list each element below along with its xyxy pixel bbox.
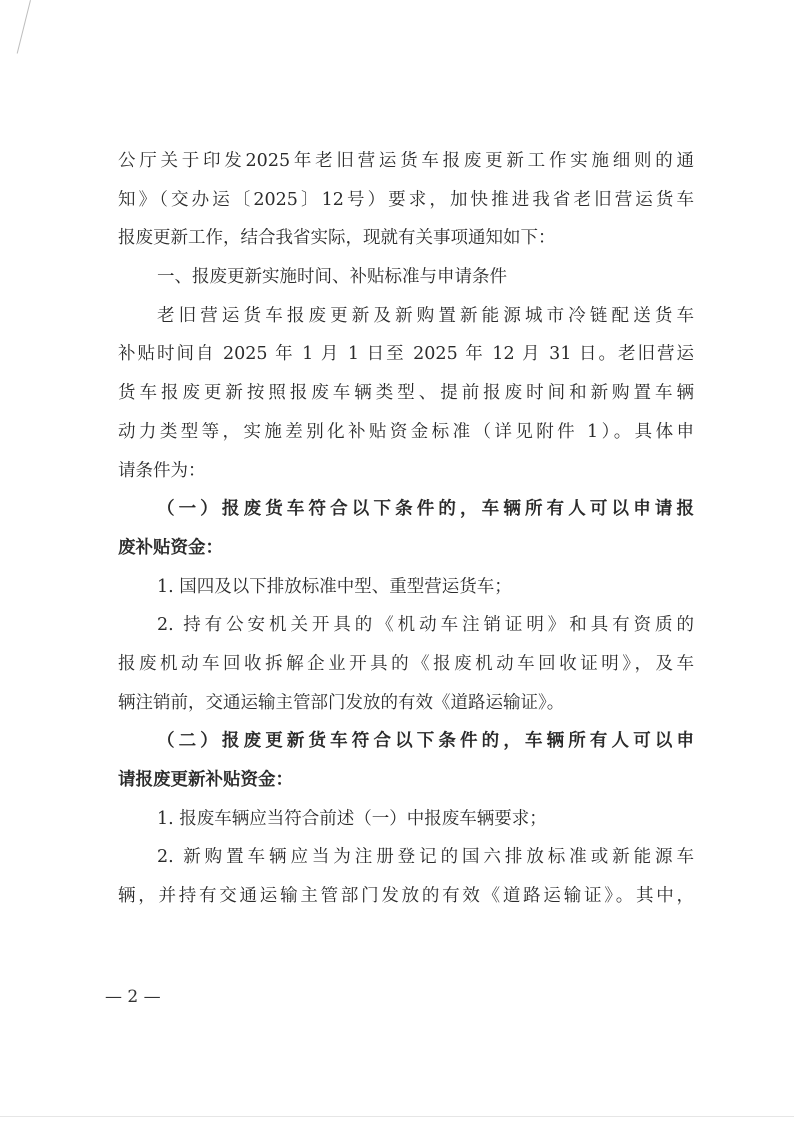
document-body — [118, 142, 694, 916]
page-number: — 2 — — [105, 987, 161, 1007]
list-item-2-1: 1. 报废车辆应当符合前述（一）中报废车辆要求； — [157, 808, 547, 829]
body-line-8: 动力类型等，实施差别化补贴资金标准（详见附件 1）。具体申 — [118, 421, 694, 442]
list-item-1-1: 1. 国四及以下排放标准中型、重型营运货车； — [157, 576, 512, 597]
subsection-heading-2-line-2: 请报废更新补贴资金： — [118, 770, 293, 790]
page-edge-line — [0, 1116, 794, 1117]
body-line-1: 公厅关于印发2025年老旧营运货车报废更新工作实施细则的通 — [118, 151, 694, 171]
body-line-9: 请条件为： — [118, 460, 206, 481]
body-line-5: 老旧营运货车报废更新及新购置新能源城市冷链配送货车 — [157, 305, 694, 326]
list-item-1-2-line-3: 辆注销前，交通运输主管部门发放的有效《道路运输证》。 — [118, 692, 565, 713]
list-item-1-2-line-2: 报废机动车回收拆解企业开具的《报废机动车回收证明》，及车 — [118, 653, 694, 674]
section-heading-1: 一、报废更新实施时间、补贴标准与申请条件 — [157, 267, 507, 288]
list-item-2-2-line-1: 2. 新购置车辆应当为注册登记的国六排放标准或新能源车 — [157, 847, 694, 868]
body-line-2: 知》（交办运〔2025〕12号）要求，加快推进我省老旧营运货车 — [118, 189, 694, 210]
body-line-3: 报废更新工作，结合我省实际，现就有关事项通知如下： — [118, 228, 556, 249]
list-item-2-2-line-2: 辆，并持有交通运输主管部门发放的有效《道路运输证》。其中， — [118, 886, 694, 907]
body-line-6: 补贴时间自 2025 年 1 月 1 日至 2025 年 12 月 31 日。老旧营运 — [118, 344, 694, 365]
scan-artifact-line — [17, 0, 31, 54]
subsection-heading-1-line-2: 废补贴资金： — [118, 537, 223, 558]
subsection-heading-2-line-1: （二）报废更新货车符合以下条件的，车辆所有人可以申 — [157, 731, 694, 752]
subsection-heading-1-line-1: （一）报废货车符合以下条件的，车辆所有人可以申请报 — [157, 499, 694, 520]
list-item-1-2-line-1: 2. 持有公安机关开具的《机动车注销证明》和具有资质的 — [157, 615, 694, 636]
body-line-7: 货车报废更新按照报废车辆类型、提前报废时间和新购置车辆 — [118, 383, 694, 404]
